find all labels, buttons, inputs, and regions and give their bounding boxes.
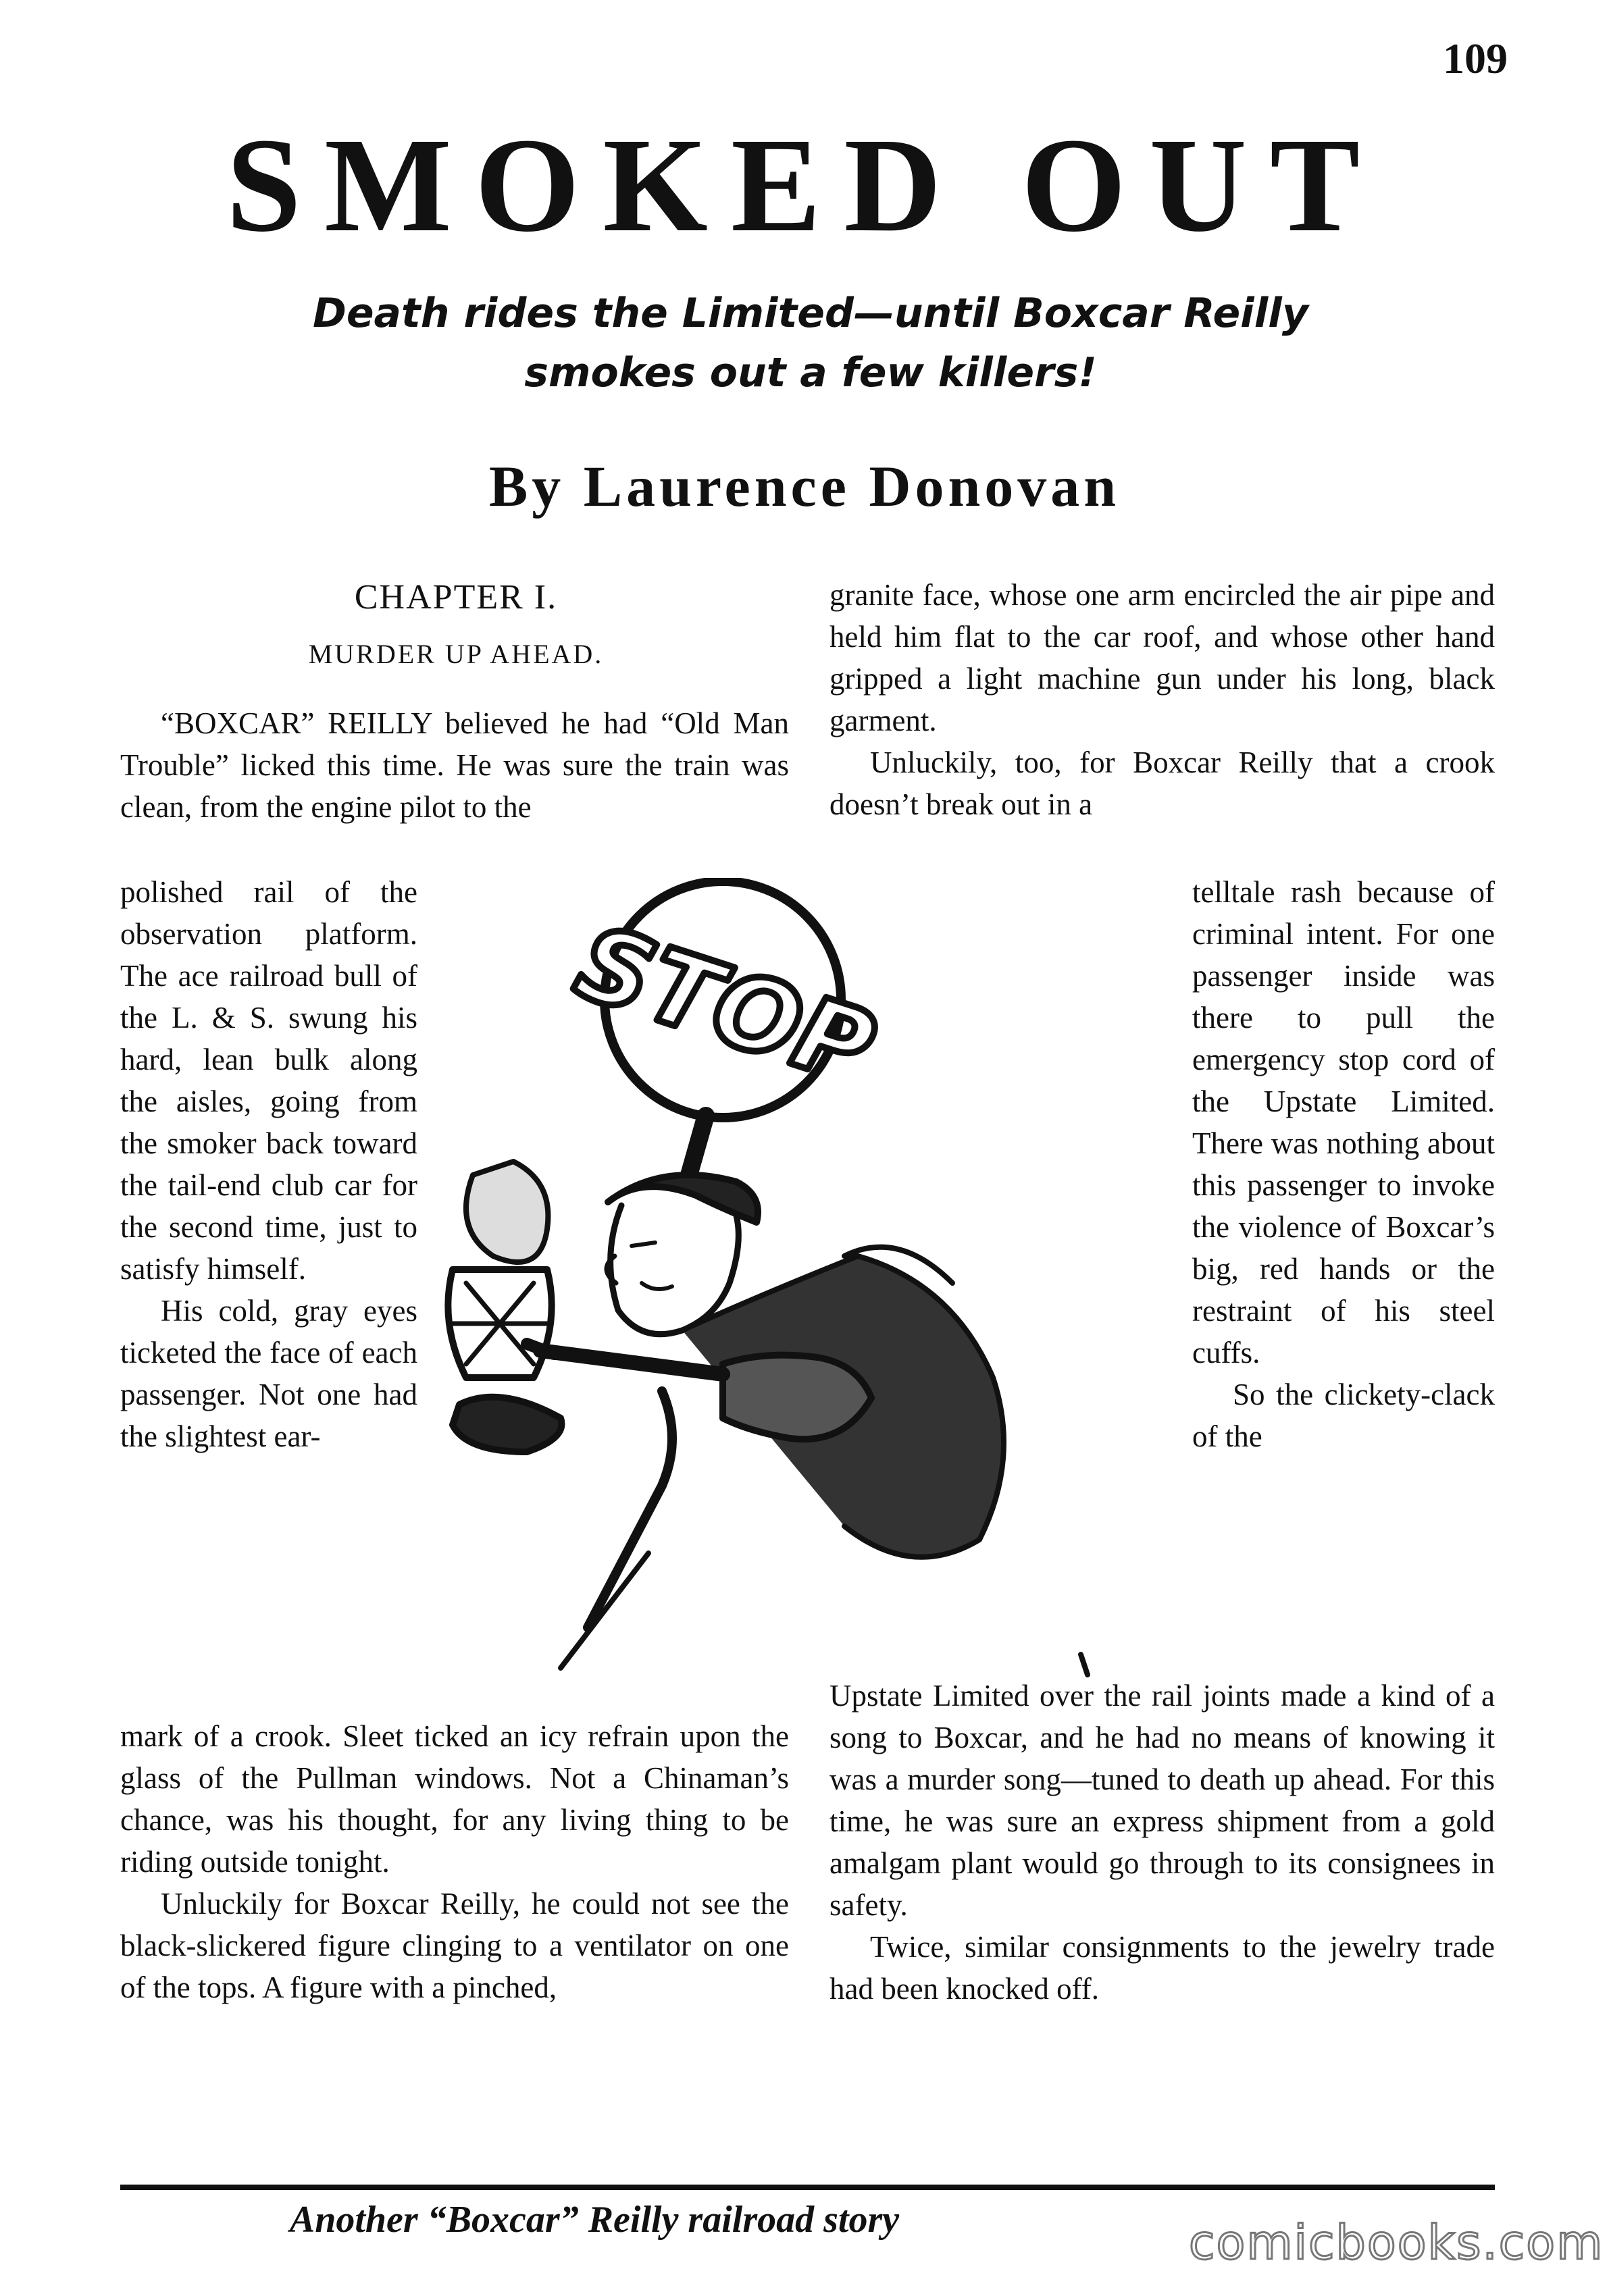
stop-sign-icon	[563, 881, 888, 1175]
footer-rule	[120, 2185, 1495, 2190]
right-column-top	[829, 574, 1495, 871]
left-column-bottom	[120, 1715, 789, 2174]
left-column-top	[120, 702, 789, 871]
paragraph: Unluckily, too, for Boxcar Reilly that a crook doesn’t break out in a	[829, 746, 1495, 821]
story-subtitle	[203, 284, 1419, 402]
paragraph-continued: telltale rash because of criminal intent. For one passenger inside was there to pull the emergency stop cord of the Upstate Limited. There was nothing about this passenger to invoke the violence of Boxcar’s big, red hands or the restraint of his steel cuffs.	[1192, 875, 1495, 1369]
chapter-title: MURDER UP AHEAD.	[308, 639, 604, 669]
page-number: 109	[1443, 34, 1508, 82]
chapter-heading: CHAPTER I.	[354, 578, 558, 617]
left-column-wrap	[120, 871, 417, 1708]
paragraph: Unluckily for Boxcar Reilly, he could not see the black-slickered figure clinging to a ventilator on one of the tops. A figure with a pinched,	[120, 1887, 789, 2004]
stop-sign-text: STOP	[563, 903, 888, 1109]
paragraph-continued: Upstate Limited over the rail joints made a kind of a song to Boxcar, and he had no means of knowing it was a murder song—tuned to death up ahead. For this time, he was sure an express shipment from a gold amalgam plant would go through to its consignees in safety.	[829, 1679, 1495, 1922]
footer-caption: Another “Boxcar” Reilly railroad story	[289, 2199, 900, 2241]
railroad-man-figure	[448, 1162, 1004, 1627]
subtitle-line-1: Death rides the Limited—until Boxcar Reilly	[313, 290, 1308, 337]
right-column-wrap	[1192, 871, 1495, 1695]
paragraph: His cold, gray eyes ticketed the face of each passenger. Not one had the slightest ear-	[120, 1294, 417, 1453]
watermark: comicbooks.com	[1189, 2215, 1604, 2270]
paragraph-continued: mark of a crook. Sleet ticked an icy refrain upon the glass of the Pullman windows. Not a Chinaman’s chance, was his thought, for any living thing to be riding outside tonight.	[120, 1719, 789, 1879]
right-column-bottom	[829, 1675, 1495, 2174]
paragraph-continued: polished rail of the observation platform. The ace railroad bull of the L. & S. swung his hard, lean bulk along the aisles, going from the smoker back toward the tail-end club car for the second time, just to satisfy himself.	[120, 875, 417, 1286]
paragraph: Twice, similar consignments to the jewelry trade had been knocked off.	[829, 1930, 1495, 2006]
paragraph: So the clickety-clack of the	[1192, 1378, 1495, 1453]
byline: By Laurence Donovan	[488, 454, 1121, 519]
lantern-icon	[448, 1162, 561, 1452]
paragraph-continued: granite face, whose one arm encircled the air pipe and held him flat to the car roof, and whose other hand gripped a light machine gun under his long, black garment.	[829, 578, 1495, 737]
story-title: SMOKED OUT	[226, 111, 1383, 260]
paragraph-opening: “BOXCAR” REILLY believed he had “Old Man Trouble” licked this time. He was sure the train was clean, from the engine pilot to the	[120, 706, 789, 824]
illustration-railroad-bull	[439, 878, 1175, 1688]
subtitle-line-2: smokes out a few killers!	[524, 349, 1097, 396]
